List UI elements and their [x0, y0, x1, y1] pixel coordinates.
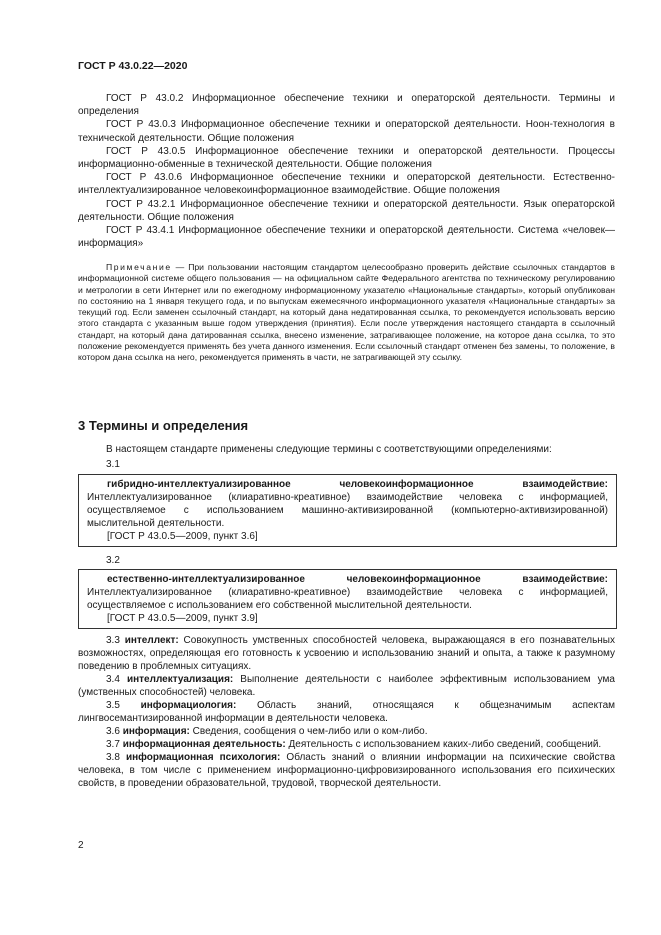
term-number: 3.3 [106, 635, 120, 646]
term-source: [ГОСТ Р 43.0.5—2009, пункт 3.6] [107, 531, 258, 542]
term-definition: Область знаний о влиянии информации на психические свойства человека, в том числе с применением информационно-цифровизированного использования его психических свойств, в проведении образовательной, трудовой, творческой деятельности. [78, 752, 616, 789]
reference-item: ГОСТ Р 43.0.5 Информационное обеспечение техники и операторской деятельности. Процессы информационно-обменные в технической деятельности. Общие положения [78, 145, 615, 171]
term-name: информационная психология: [125, 752, 281, 763]
intro-text: В настоящем стандарте применены следующие термины с соответствующими определениями: [106, 444, 552, 455]
term-number: 3.8 [106, 752, 120, 763]
term-definition: Область знаний, относящаяся к общезначимым аспектам лингвосемантизированной информации в деятельности человека. [78, 700, 616, 724]
reference-item: ГОСТ Р 43.2.1 Информационное обеспечение техники и операторской деятельности. Язык операторской деятельности. Общие положения [78, 198, 615, 223]
boxed-term [78, 569, 617, 629]
term-name: естественно-интеллектуализированное человекоинформационное взаимодействие: [107, 574, 608, 585]
term-name: гибридно-интеллектуализированное человекоинформационное взаимодействие: [107, 479, 608, 490]
note-block [78, 262, 615, 364]
term-entry [78, 634, 615, 673]
reference-item: ГОСТ Р 43.0.6 Информационное обеспечение техники и операторской деятельности. Естественно-интеллектуализированное человекоинформационное взаимодействие. Общие положения [78, 172, 615, 197]
term-number: 3.6 [106, 726, 120, 737]
term-definition: Интеллектуализированное (клиаративно-креативное) взаимодействие человека с информацией, осуществляемое с использованием его собственной мыслительной деятельности. [87, 587, 608, 611]
term-definition: Совокупность умственных способностей человека, выражающаяся в его познавательных возможностях, определяющая его готовность к усвоению и использованию знаний и опыта, а также к разумному поведению в проблемных ситуациях. [78, 635, 615, 672]
term-definition: Сведения, сообщения о чем-либо или о ком-либо. [189, 726, 428, 737]
document-header: ГОСТ Р 43.0.22—2020 [78, 60, 188, 72]
normative-references [78, 92, 615, 250]
term-entry [78, 738, 615, 751]
term-entry [78, 751, 615, 790]
term-number: 3.1 [106, 459, 120, 470]
term-number: 3.5 [106, 700, 120, 711]
reference-item: ГОСТ Р 43.0.2 Информационное обеспечение техники и операторской деятельности. Термины и определения [78, 93, 615, 118]
term-entry [78, 673, 615, 699]
term-number: 3.4 [106, 674, 120, 685]
term-name: информационная деятельность: [122, 739, 286, 750]
term-number: 3.7 [106, 739, 120, 750]
term-source: [ГОСТ Р 43.0.5—2009, пункт 3.9] [107, 613, 258, 624]
page-number: 2 [78, 840, 84, 851]
boxed-term [78, 474, 617, 547]
note-label: Примечание [106, 262, 172, 272]
note-text: — При пользовании настоящим стандартом целесообразно проверить действие ссылочных стандартов в информационной системе общего пользования — на официальном сайте Федерального агентства по техническому регулированию и метрологии в сети Интернет или по ежегодному информационному указателю «Национальные стандарты», который опубликован по состоянию на 1 января текущего года, и по выпускам ежемесячного информационного указателя «Национальные стандарты» за текущий год. Если заменен ссылочный стандарт, на который дана недатированная ссылка, то рекомендуется использовать версию этого стандарта с указанным выше годом утверждения (принятия). Если после утверждения настоящего стандарта в ссылочный стандарт, на который дана датированная ссылка, внесено изменение, затрагивающее положение, на которое дана ссылка, то это положение рекомендуется применять без учета данного изменения. Если ссылочный стандарт отменен без замены, то положение, в котором дана ссылка на него, рекомендуется применять в части, не затрагивающей эту ссылку. [78, 262, 615, 363]
term-number: 3.2 [106, 555, 120, 566]
term-name: информациология: [140, 700, 237, 711]
term-entry [78, 725, 615, 738]
term-entry [78, 699, 615, 725]
term-definition: Деятельность с использованием каких-либо сведений, сообщений. [285, 739, 602, 750]
reference-item: ГОСТ Р 43.4.1 Информационное обеспечение техники и операторской деятельности. Система «человек—информация» [78, 225, 615, 250]
section-intro [106, 443, 616, 456]
term-definition: Интеллектуализированное (клиаративно-креативное) взаимодействие человека с информацией, осуществляемое с использованием машинно-активизированной (компьютерно-активизированной) мыслительной деятельности. [87, 492, 608, 529]
reference-item: ГОСТ Р 43.0.3 Информационное обеспечение техники и операторской деятельности. Ноон-технология в технической деятельности. Общие положения [78, 119, 615, 144]
section-title: 3 Термины и определения [78, 418, 249, 433]
term-name: интеллект: [124, 635, 179, 646]
term-list [78, 634, 615, 790]
term-definition: Выполнение деятельности с наиболее эффективным использованием ума (умственных способностей) человека. [78, 674, 615, 698]
term-name: информация: [122, 726, 190, 737]
term-name: интеллектуализация: [126, 674, 234, 685]
